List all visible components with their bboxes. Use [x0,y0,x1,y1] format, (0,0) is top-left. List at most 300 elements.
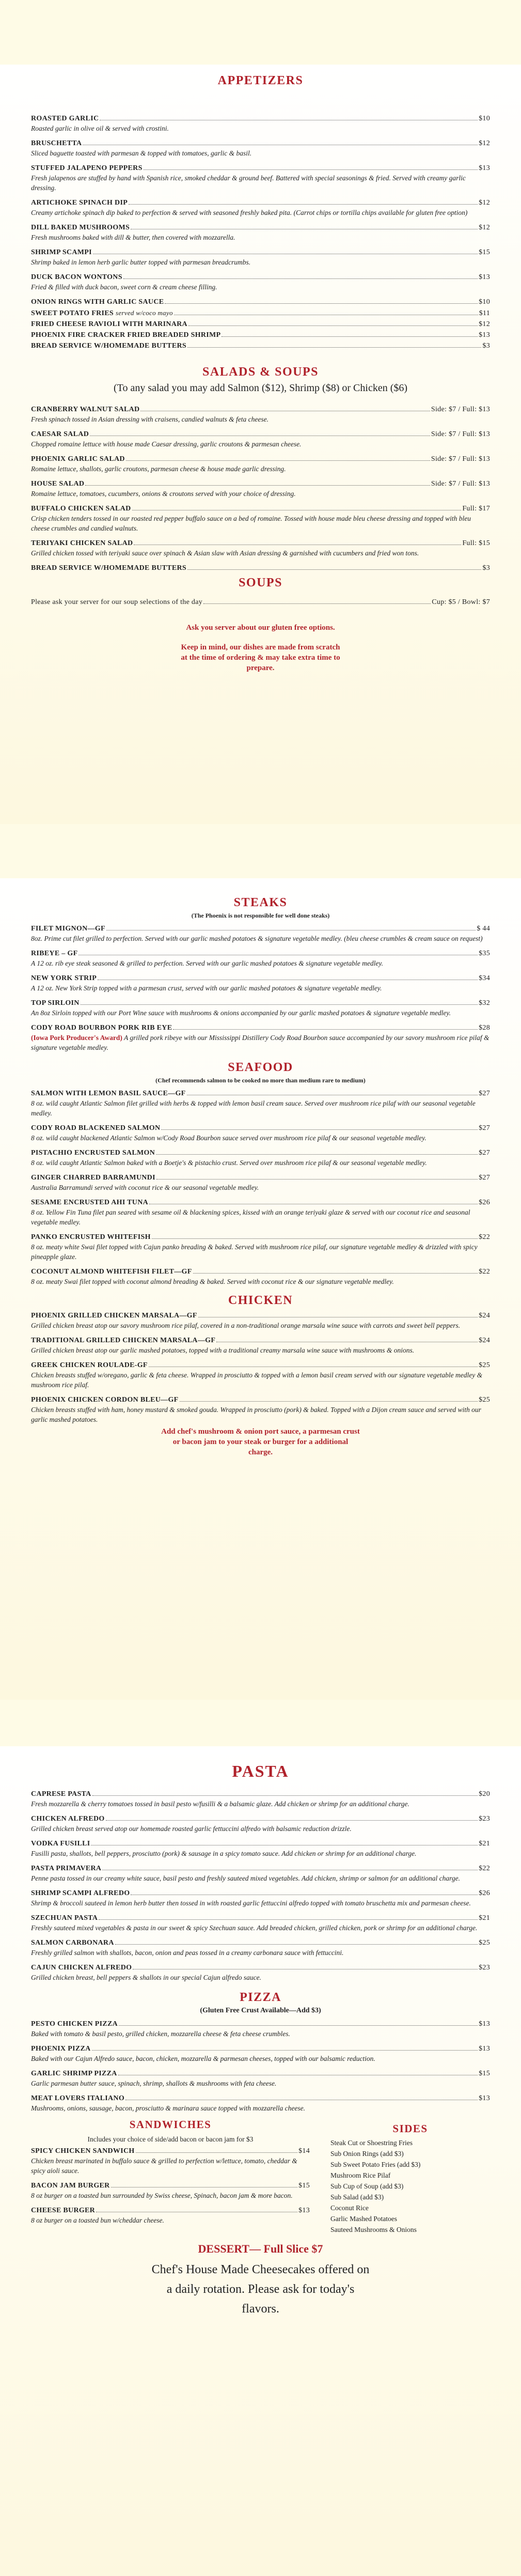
side-item: Sauteed Mushrooms & Onions [330,2226,417,2233]
menu-item-description [31,2215,310,2225]
menu-item-line [31,973,490,983]
menu-item-line [31,2146,310,2156]
menu-item-description-text: Fresh spinach tossed in Asian dressing with craisens, candied walnuts & feta cheese. [31,415,269,423]
menu-item-description-text: Baked with tomato & basil pesto, grilled chicken, mozzarella cheese & feta cheese crumbles. [31,2030,290,2038]
menu-item-name: PHOENIX GRILLED CHICKEN MARSALA—GF [31,1312,197,1320]
pizza-note: (Gluten Free Crust Available—Add $3) [200,2007,321,2014]
menu-item-description-text: A 12 oz. rib eye steak seasoned & grilled to perfection. Served with our garlic mashed potatoes & signature vegetable medley. [31,959,384,967]
menu-item-price: $3 [482,342,490,350]
menu-item-description-text: 8 oz. Yellow Fin Tuna filet pan seared with sesame oil & blackening spices, kissed with an orange teriyaki glaze & served with our coconut rice and seasonal vegetable medley. [31,1208,470,1226]
menu-item-name: MEAT LOVERS ITALIANO [31,2094,125,2102]
menu-item [31,998,490,1018]
leader-dots [222,336,478,337]
scratch-note: Keep in mind, our dishes are made from scratch at the time of ordering & may take extra time to prepare. [181,643,340,672]
menu-item-name: RIBEYE – GF [31,950,78,957]
menu-item-line [31,138,490,148]
menu-item-name: FRIED CHEESE RAVIOLI WITH MARINARA [31,320,187,328]
menu-item-line [31,1173,490,1183]
menu-item-name: PHOENIX GARLIC SALAD [31,455,125,463]
menu-item-price: $25 [479,1396,490,1404]
menu-item [31,2069,490,2088]
menu-item [31,1839,490,1858]
menu-item-line [31,538,490,548]
menu-item-line [31,1814,490,1824]
menu-item-description [31,208,490,218]
leader-dots [92,1795,478,1796]
menu-item-price: $14 [298,2147,310,2155]
menu-item-line [31,454,490,464]
menu-item-name: CODY ROAD BOURBON PORK RIB EYE [31,1024,172,1032]
menu-item-name: NEW YORK STRIP [31,974,97,982]
menu-item-name: FILET MIGNON—GF [31,925,105,933]
menu-item-price: $35 [479,950,490,957]
menu-item-line [31,163,490,173]
menu-item [31,949,490,968]
menu-item-line [31,1360,490,1370]
side-item: Sub Cup of Soup (add $3) [330,2182,404,2190]
menu-item-description-text: Roasted garlic in olive oil & served with crostini. [31,125,169,132]
sandwiches-title: SANDWICHES [129,2118,212,2131]
menu-item-description [31,1033,490,1052]
menu-item-price: $32 [479,999,490,1007]
menu-item [31,341,490,351]
menu-item-price: $10 [479,115,490,122]
menu-item-description [31,1405,490,1424]
menu-item-price: $12 [479,139,490,147]
menu-item-name: BREAD SERVICE W/HOMEMADE BUTTERS [31,564,186,572]
menu-item-line [31,198,490,208]
leader-dots [144,169,478,170]
menu-item-price: Side: $7 / Full: $13 [431,406,490,413]
leader-dots [123,278,478,279]
menu-item-line [31,308,490,318]
menu-item-price: Full: $15 [462,539,490,547]
menu-item-price: $27 [479,1174,490,1182]
menu-item-description [31,282,490,292]
menu-item-description [31,548,490,558]
menu-item [31,114,490,133]
leader-dots [106,1820,478,1821]
menu-item-name: SWEET POTATO FRIES [31,309,114,317]
menu-item-price: $15 [298,2182,310,2190]
steaks-note: (The Phoenix is not responsible for well done steaks) [191,912,330,919]
menu-item-name: TRADITIONAL GRILLED CHICKEN MARSALA—GF [31,1337,216,1344]
appetizers-list [31,114,490,351]
menu-item-name: CHEESE BURGER [31,2207,96,2214]
menu-item-description [31,123,490,133]
award-label: (Iowa Pork Producer's Award) [31,1034,122,1042]
menu-item-price: $28 [479,1024,490,1032]
menu-item-description-text: Shrimp & broccoli sauteed in lemon herb butter then tossed in with roasted garlic fettuccini alfredo topped with tomato bruschetta mix and parmesan cheese. [31,1899,471,1907]
menu-item-price: Side: $7 / Full: $13 [431,480,490,488]
menu-item-description-text: A grilled pork ribeye with our Mississippi Distillery Cody Road Bourbon sauce accompanied by our savory mushroom rice pilaf & signature vegetable medley. [31,1034,490,1051]
menu-item-name: SHRIMP SCAMPI [31,249,92,256]
seafood-list [31,1089,490,1286]
leader-dots [119,2025,478,2026]
menu-item-line [31,297,490,307]
leader-dots [99,1919,478,1920]
menu-item-description-text: Grilled chicken breast atop our savory mushroom rice pilaf, covered in a non-traditional orange marsala wine sauce with carrots and sweet bell peppers. [31,1322,461,1329]
menu-item-name: DUCK BACON WONTONS [31,273,122,281]
menu-item-description-text: Fresh mozzarella & cherry tomatoes tossed in basil pesto w/fusilli & a balsamic glaze. Add chicken or shrimp for an additional charge. [31,1800,409,1808]
menu-item-description-text: 8 oz. meaty Swai filet topped with coconut almond breading & baked. Served with coconut rice & our signature vegetable medley. [31,1278,394,1285]
leader-dots [203,603,431,604]
menu-item-price: $26 [479,1889,490,1897]
menu-item-description [31,2029,490,2039]
salads-note: (To any salad you may add Salmon ($12), Shrimp ($8) or Chicken ($6) [113,382,408,394]
menu-item-name: PHOENIX PIZZA [31,2045,91,2053]
leader-dots [193,1273,478,1274]
soups-line [31,597,490,607]
menu-item-description [31,1098,490,1118]
menu-item-description-text: Australia Barramundi served with coconut rice & our seasonal vegetable medley. [31,1184,259,1191]
menu-item-line [31,2019,490,2029]
menu-item-description-text: An 8oz Sirloin topped with our Port Wine sauce with mushrooms & onions accompanied by our garlic mashed potatoes & signature vegetable medley. [31,1009,451,1017]
menu-item-line [31,1089,490,1098]
menu-item-description-text: Creamy artichoke spinach dip baked to perfection & served with seasoned freshly baked pita. (Carrot chips or tortilla chips available for gluten free option) [31,209,468,216]
menu-item-price: $13 [479,273,490,281]
menu-item-description [31,1277,490,1286]
menu-item-price: $23 [479,1815,490,1823]
menu-item-description [31,2156,310,2176]
menu-item-description [31,464,490,474]
panel-appetizers-salads [0,65,521,824]
menu-item-line [31,319,490,329]
menu-item [31,405,490,424]
menu-item-description [31,514,490,533]
menu-item-line [31,1311,490,1321]
menu-item-description [31,1973,490,1982]
side-item: Sub Sweet Potato Fries (add $3) [330,2161,421,2168]
menu-item-price: $27 [479,1124,490,1132]
menu-item-name: TERIYAKI CHICKEN SALAD [31,539,133,547]
menu-item-description [31,489,490,499]
leader-dots [92,2050,478,2051]
menu-item-price: $13 [479,331,490,339]
menu-item-line [31,563,490,573]
side-item: Garlic Mashed Potatoes [330,2215,397,2223]
menu-item-name: BUFFALO CHICKEN SALAD [31,505,131,513]
menu-item-price: $13 [479,164,490,172]
menu-item-name: BACON JAM BURGER [31,2182,110,2190]
menu-item [31,1311,490,1330]
menu-item-price: $24 [479,1337,490,1344]
menu-item-name: STUFFED JALAPENO PEPPERS [31,164,143,172]
menu-item [31,1360,490,1390]
salads-list [31,405,490,573]
menu-item [31,1089,490,1118]
menu-item-line [31,1864,490,1873]
menu-item-description-text: Fresh mushrooms baked with dill & butter, then covered with mozzarella. [31,234,235,241]
sandwiches-sides-row [31,2118,490,2235]
panel-pasta-pizza [0,1746,521,2576]
leader-dots [115,1944,478,1945]
seafood-note: (Chef recommends salmon to be cooked no more than medium rare to medium) [155,1077,366,1084]
menu-item-line [31,1839,490,1849]
menu-item-price: $27 [479,1090,490,1097]
leader-dots [161,1129,478,1130]
menu-item-description-text: Romaine lettuce, shallots, garlic croutons, parmesan cheese & house made garlic dressing. [31,465,286,473]
menu-item [31,330,490,340]
menu-item-name: CRANBERRY WALNUT SALAD [31,406,140,413]
sandwiches-list [31,2146,310,2225]
menu-item-description-text: Chopped romaine lettuce with house made Caesar dressing, garlic croutons & parmesan cheese. [31,440,302,448]
menu-item-line [31,1148,490,1158]
dessert-title: DESSERT— Full Slice $7 [198,2242,323,2255]
menu-item-price: $15 [479,2070,490,2077]
menu-item-description [31,2103,490,2113]
menu-item-description [31,983,490,993]
menu-item-line [31,341,490,351]
leader-dots [156,1179,478,1180]
menu-item-line [31,1888,490,1898]
soups-title: SOUPS [239,576,282,589]
menu-item-description [31,1898,490,1908]
menu-item-description-text: A 12 oz. New York Strip topped with a parmesan crust, served with our garlic mashed potatoes & signature vegetable medley. [31,984,382,992]
menu-item-line [31,429,490,439]
soups-price: Cup: $5 / Bowl: $7 [432,598,490,606]
menu-item-description-text: Grilled chicken breast atop our garlic mashed potatoes, topped with a traditional creamy marsala wine sauce with mushrooms & onions. [31,1346,415,1354]
sandwiches-column [31,2118,310,2235]
menu-item-description-text: Penne pasta tossed in our creamy white sauce, basil pesto and freshly sauteed mixed vegetables. Add chicken, shrimp or salmon for an additional charge. [31,1874,460,1882]
menu-item-description [31,1133,490,1143]
menu-item [31,538,490,558]
menu-item-description [31,1948,490,1958]
menu-item-name: BRUSCHETTA [31,139,82,147]
menu-item-price: $21 [479,1914,490,1922]
menu-item-line [31,1913,490,1923]
menu-item-name: SALMON CARBONARA [31,1939,114,1947]
menu-item-description [31,1873,490,1883]
leader-dots [129,204,478,205]
chicken-list [31,1311,490,1424]
menu-item [31,1232,490,1262]
menu-item-name: PASTA PRIMAVERA [31,1865,102,1872]
leader-dots [165,303,478,304]
menu-item-description [31,2054,490,2063]
menu-item-description-text: Romaine lettuce, tomatoes, cucumbers, onions & croutons served with your choice of dressing. [31,490,296,498]
menu-item-line [31,1938,490,1948]
side-item: Coconut Rice [330,2204,369,2212]
sides-list [330,2137,490,2235]
menu-item-name: CHICKEN ALFREDO [31,1815,105,1823]
pasta-list [31,1789,490,1982]
menu-item [31,924,490,943]
menu-item-name: SALMON WITH LEMON BASIL SAUCE—GF [31,1090,186,1097]
menu-item [31,2206,310,2225]
menu-item-line [31,1336,490,1345]
seafood-title: SEAFOOD [228,1061,293,1074]
menu-item [31,1938,490,1958]
menu-item-description-text: 8 oz burger on a toasted bun w/cheddar cheese. [31,2216,164,2224]
menu-item-name: PISTACHIO ENCRUSTED SALMON [31,1149,155,1157]
menu-item-name: PANKO ENCRUSTED WHITEFISH [31,1233,151,1241]
menu-item-description [31,1370,490,1390]
menu-item-line [31,1267,490,1277]
menu-item-line [31,1232,490,1242]
appetizers-title: APPETIZERS [217,74,304,87]
menu-item-line [31,1123,490,1133]
menu-item-price: $34 [479,974,490,982]
menu-item-name: PHOENIX CHICKEN CORDON BLEU—GF [31,1396,179,1404]
menu-item-price: $10 [479,298,490,306]
menu-item-price: $13 [298,2207,310,2214]
menu-item-note: served w/coco mayo [115,309,173,317]
menu-item-description-text: Chicken breasts stuffed with ham, honey mustard & smoked gouda. Wrapped in prosciutto (pork) & baked. Topped with a Dijon cream sauce and served with our garlic mashed potatoes. [31,1406,481,1423]
menu-item [31,138,490,158]
menu-item-price: $3 [482,564,490,572]
menu-item-price: Side: $7 / Full: $13 [431,455,490,463]
menu-item-name: SESAME ENCRUSTED AHI TUNA [31,1199,149,1206]
menu-item [31,1123,490,1143]
menu-item [31,1198,490,1227]
menu-item-price: $26 [479,1199,490,1206]
menu-item-description-text: 8 oz. meaty white Swai filet topped with Cajun panko breading & baked. Served with mushroom rice pilaf, our signature vegetable medley & drizzled with spicy pineapple glaze. [31,1243,478,1261]
sandwiches-note: Includes your choice of side/add bacon or bacon jam for $3 [87,2135,254,2143]
menu-item-description-text: Fusilli pasta, shallots, bell peppers, prosciutto (pork) & sausage in a spicy tomato sauce. Add chicken or shrimp for an additional charge. [31,1850,417,1857]
menu-item [31,1023,490,1052]
menu-item-name: ROASTED GARLIC [31,115,99,122]
menu-item-line [31,924,490,934]
menu-item-line [31,949,490,958]
menu-item-name: SHRIMP SCAMPI ALFREDO [31,1889,130,1897]
menu-item-price: $12 [479,199,490,207]
menu-item-description-text: Garlic parmesan butter sauce, spinach, shrimp, shallots & mushrooms with feta cheese. [31,2080,277,2087]
menu-item-name: GINGER CHARRED BARRAMUNDI [31,1174,155,1182]
menu-item-price: $11 [479,309,490,317]
menu-item-description-text: Shrimp baked in lemon herb garlic butter topped with parmesan breadcrumbs. [31,258,251,266]
pasta-title: PASTA [232,1762,289,1780]
menu-item-description-text: Grilled chicken breast, bell peppers & shallots in our special Cajun alfredo sauce. [31,1974,261,1981]
menu-item-name: TOP SIRLOIN [31,999,80,1007]
dessert-text: Chef's House Made Cheesecakes offered on a daily rotation. Please ask for today's flavors. [151,2263,370,2316]
leader-dots [126,460,430,461]
menu-item-description-text: Fried & filled with duck bacon, sweet corn & cream cheese filling. [31,283,217,291]
menu-item-description [31,232,490,242]
menu-item [31,1148,490,1168]
menu-item-line [31,504,490,514]
menu-item-name: GREEK CHICKEN ROULADE-GF [31,1361,148,1369]
menu-item-description-text: Chicken breasts stuffed w/oregano, garlic & feta cheese. Wrapped in prosciutto & topped with a lemon basil cream served with our signature vegetable medley & mushroom rice pilaf. [31,1371,483,1389]
menu-item [31,163,490,193]
leader-dots [85,485,430,486]
menu-item [31,454,490,474]
menu-item-description [31,958,490,968]
menu-item-description [31,148,490,158]
menu-item [31,1336,490,1355]
menu-item-name: PESTO CHICKEN PIZZA [31,2020,118,2028]
menu-item-description [31,414,490,424]
menu-item-price: $13 [479,2094,490,2102]
menu-item-price: $25 [479,1361,490,1369]
menu-item-description-text: 8 oz. wild caught Atlantic Salmon filet grilled with herbs & topped with lemon basil cream sauce. Served over mushroom rice pilaf with our seasonal vegetable medley. [31,1099,476,1117]
menu-item [31,223,490,242]
menu-item-price: $24 [479,1312,490,1320]
menu-item [31,479,490,499]
menu-item-description [31,257,490,267]
menu-item-price: $13 [479,2045,490,2053]
menu-item-description-text: Crisp chicken tenders tossed in our roasted red pepper buffalo sauce on a bed of romaine. Tossed with house made bleu cheese dressing and topped with bleu cheese crumbles and candied walnuts. [31,515,471,532]
menu-item-line [31,1023,490,1033]
side-item: Mushroom Rice Pilaf [330,2171,391,2179]
menu-item [31,1864,490,1883]
menu-item [31,1789,490,1809]
menu-item-line [31,405,490,414]
menu-item-description [31,1158,490,1168]
menu-item [31,319,490,329]
menu-item-description-text: Chicken breast marinated in buffalo sauce & grilled to perfection w/lettuce, tomato, cheddar & spicy aioli sauce. [31,2157,297,2175]
menu-item-line [31,998,490,1008]
menu-item-description [31,2078,490,2088]
menu-item [31,308,490,318]
menu-item-description [31,1242,490,1262]
menu-item [31,297,490,307]
menu-item [31,1267,490,1286]
menu-item-description-text: Baked with our Cajun Alfredo sauce, bacon, chicken, mozzarella & parmesan cheeses, topped with our balsamic reduction. [31,2055,375,2062]
menu-item [31,1395,490,1424]
leader-dots [187,569,481,570]
menu-item-price: Full: $17 [462,505,490,513]
menu-item-name: SZECHUAN PASTA [31,1914,98,1922]
menu-item-description [31,1183,490,1192]
menu-item-line [31,114,490,123]
menu-item-description [31,2191,310,2200]
menu-item-description [31,1824,490,1834]
menu-item-price: $12 [479,224,490,231]
steaks-title: STEAKS [233,896,288,909]
menu-item-line [31,247,490,257]
menu-item [31,2181,310,2200]
menu-item-name: SPICY CHICKEN SANDWICH [31,2147,135,2155]
menu-item-description-text: Sliced baguette toasted with parmesan & topped with tomatoes, garlic & basil. [31,149,252,157]
salads-title: SALADS & SOUPS [202,365,319,379]
menu-item [31,2019,490,2039]
pizza-list [31,2019,490,2113]
menu-item-description [31,1345,490,1355]
menu-item-line [31,272,490,282]
menu-item-name: COCONUT ALMOND WHITEFISH FILET—GF [31,1268,192,1276]
menu-item-line [31,1198,490,1207]
leader-dots [188,325,478,326]
menu-item [31,504,490,533]
menu-item-line [31,1395,490,1405]
menu-item-price: $20 [479,1790,490,1798]
leader-dots [152,1238,478,1239]
menu-item-description-text: Grilled chicken tossed with teriyaki sauce over spinach & Asian slaw with Asian dressing & garnished with cucumbers and fried won tons. [31,549,419,557]
menu-item-line [31,1963,490,1973]
soups-text: Please ask your server for our soup selections of the day [31,598,203,606]
menu-item-description-text: Fresh jalapenos are stuffed by hand with Spanish rice, smoked cheddar & ground beef. Battered with special seasonings & fried. Served with creamy garlic dressing. [31,174,466,192]
menu-item-line [31,2044,490,2054]
menu-item-description-text: 8 oz burger on a toasted bun surrounded by Swiss cheese, Spinach, bacon jam & more bacon. [31,2192,293,2199]
panel-steaks-seafood-chicken [0,878,521,1700]
sides-column [330,2118,490,2235]
menu-item [31,1173,490,1192]
leader-dots [187,347,481,348]
menu-item-description [31,934,490,943]
menu-item-name: CAJUN CHICKEN ALFREDO [31,1964,132,1972]
leader-dots [81,1004,478,1005]
menu-item-description [31,1849,490,1858]
menu-item-price: Side: $7 / Full: $13 [431,430,490,438]
leader-dots [136,2152,298,2153]
menu-item-price: $12 [479,320,490,328]
menu-item [31,973,490,993]
menu-item-price: $23 [479,1964,490,1972]
menu-item [31,272,490,292]
menu-item-name: ONION RINGS WITH GARLIC SAUCE [31,298,164,306]
menu-item [31,2146,310,2176]
